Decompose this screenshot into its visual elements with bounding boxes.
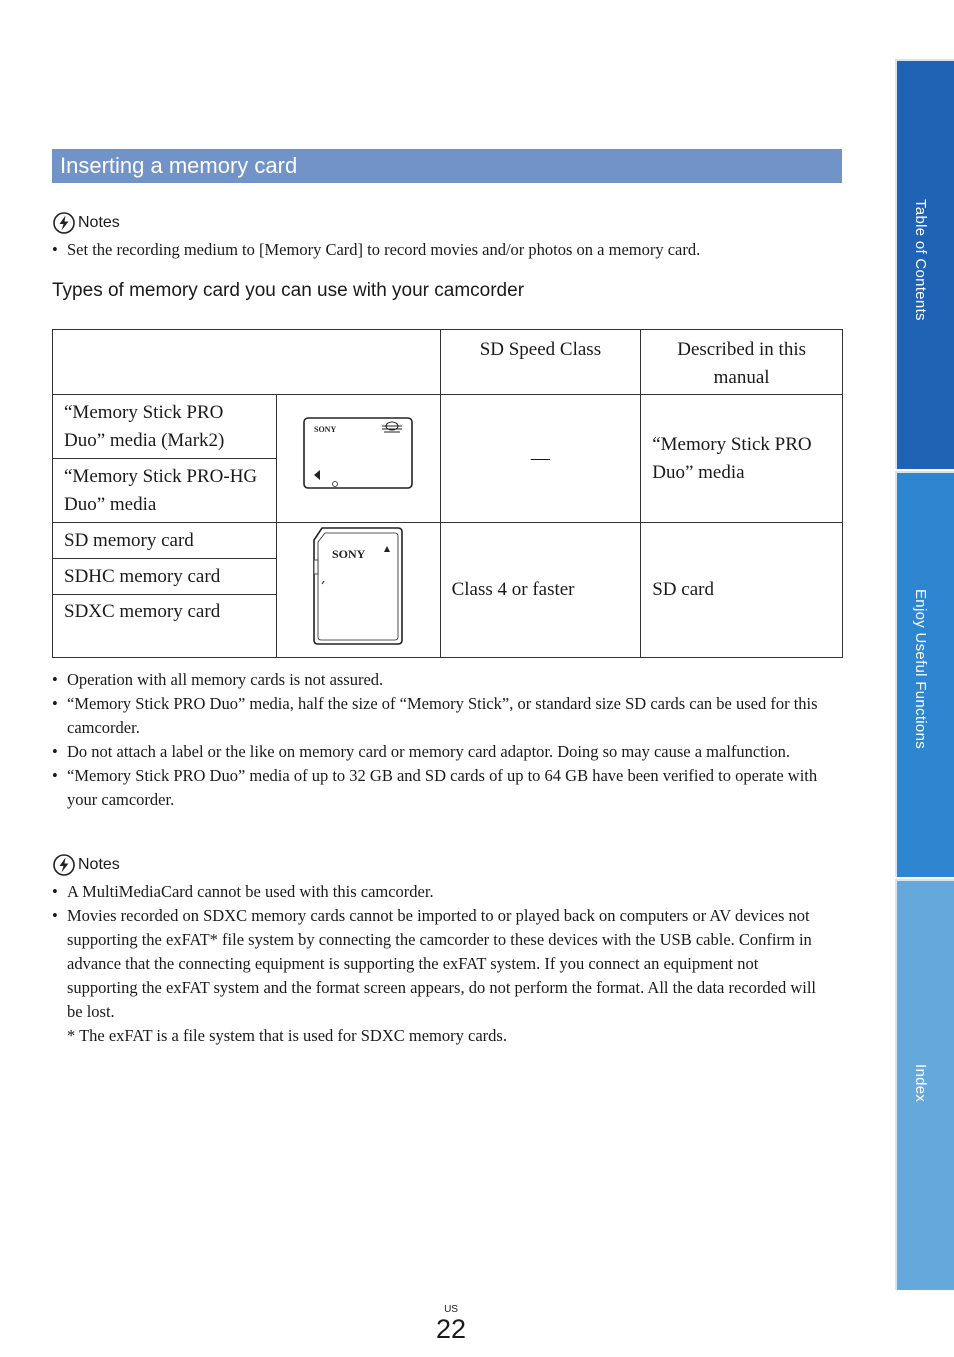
list-item: • “Memory Stick PRO Duo” media of up to 32 GB and SD cards of up to 64 GB have been verified to operate with your camcorder. [52,764,832,812]
tab-enjoy-useful-functions[interactable] [895,471,954,877]
table-row [53,523,843,559]
caution-icon [53,212,75,234]
notes-list [52,880,832,1048]
tab-index[interactable] [895,879,954,1290]
ms-described: “Memory Stick PRO Duo” media [641,395,843,523]
side-navigation [895,59,954,1290]
footnote: * The exFAT is a file system that is used for SDXC memory cards. [67,1026,507,1045]
page-number-value: 22 [436,1314,467,1344]
sd-card-illustration [312,526,404,646]
card-name: “Memory Stick PRO-HG Duo” media [53,459,277,523]
memory-stick-image [276,395,440,523]
types-subheading: Types of memory card you can use with your camcorder [52,280,525,301]
sd-card-image [276,523,440,658]
page-number [436,1305,466,1343]
table-header-speed-class: SD Speed Class [440,330,641,395]
tab-table-of-contents[interactable] [895,59,954,469]
ms-speed-class: — [440,395,641,523]
table-header-described: Described in this manual [641,330,843,395]
notes-item: • Set the recording medium to [Memory Card] to record movies and/or photos on a memory card. [52,238,700,262]
card-name: SDXC memory card [53,595,277,658]
memory-stick-pro-duo-illustration [302,416,414,492]
notes-heading [53,212,120,234]
notes-list [52,238,700,262]
tab-label: Index [912,1064,929,1103]
card-name: SDHC memory card [53,559,277,595]
sd-speed-class: Class 4 or faster [440,523,641,658]
section-title-bar [52,149,842,183]
sd-described: SD card [641,523,843,658]
tab-label: Table of Contents [912,199,929,321]
caution-icon [53,854,75,876]
card-name: “Memory Stick PRO Duo” media (Mark2) [53,395,277,459]
section-title: Inserting a memory card [60,153,298,178]
table-header-row [53,330,843,395]
card-logo: SONY [332,546,366,561]
card-name: SD memory card [53,523,277,559]
table-row [53,395,843,459]
table-header-blank [53,330,441,395]
tab-label: Enjoy Useful Functions [912,589,929,750]
list-item: • “Memory Stick PRO Duo” media, half the size of “Memory Stick”, or standard size SD cards can be used for this camcorder. [52,692,832,740]
notes-heading-label: Notes [78,214,120,231]
table-notes-list [52,668,832,812]
notes-heading-label: Notes [78,856,120,873]
list-item: • Do not attach a label or the like on memory card or memory card adaptor. Doing so may cause a malfunction. [52,740,832,764]
notes-heading [53,854,120,876]
list-item: • Operation with all memory cards is not assured. [52,668,832,692]
notes-item: • Movies recorded on SDXC memory cards cannot be imported to or played back on computers or AV devices not supporting the exFAT* file system by connecting the camcorder to these devices with the USB cable. Confirm in advance that the connecting equipment is supporting the exFAT system. If you connect an equipment not supporting the exFAT system and the format screen appears, do not perform the format. All the data recorded will be lost. [52,904,832,1024]
card-logo: SONY [314,425,337,434]
page-region: US [444,1304,458,1315]
memory-card-table [52,329,843,658]
notes-item: • A MultiMediaCard cannot be used with this camcorder. [52,880,832,904]
